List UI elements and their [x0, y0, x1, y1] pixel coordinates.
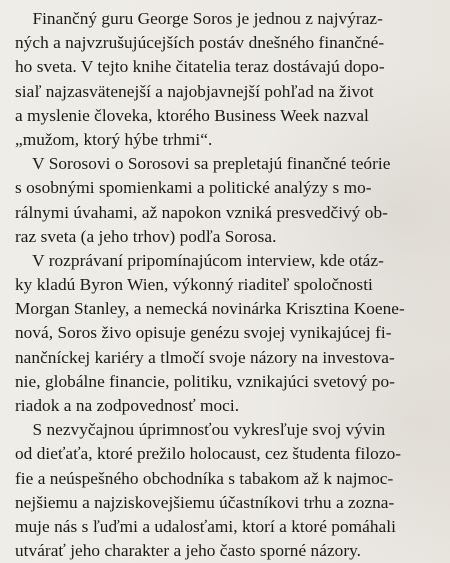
body-text — [15, 7, 440, 563]
paragraph-4-line-2: od dieťaťa, ktoré prežilo holocaust, cez študenta filozo- — [15, 444, 402, 464]
paragraph-3-line-2: ky kladú Byron Wien, výkonný riaditeľ spoločnosti — [15, 275, 373, 295]
paragraph-2-line-3: rálnymi úvahami, až napokon vzniká presvedčivý ob- — [15, 202, 388, 222]
paragraph-4-line-6: utvárať jeho charakter a jeho často sporné názory. — [15, 541, 362, 561]
paragraph-1-line-5: a myslenie človeka, ktorého Business Week nazval — [15, 105, 369, 125]
paragraph-3-line-1: V rozprávaní pripomínajúcom interview, kde otáz- — [15, 250, 384, 270]
paragraph-2-line-4: raz sveta (a jeho trhov) podľa Sorosa. — [15, 226, 277, 246]
paragraph-2-line-2: s osobnými spomienkami a politické analýzy s mo- — [15, 178, 372, 198]
paragraph-1-line-1: Finančný guru George Soros je jednou z najvýraz- — [15, 9, 383, 28]
paragraph-3-line-4: nová, Soros živo opisuje genézu svojej vynikajúcej fi- — [15, 323, 392, 343]
paragraph-4-line-4: nejšiemu a najziskovejšiemu účastníkovi trhu a zozna- — [15, 492, 395, 512]
paragraph-1-line-3: ho sveta. V tejto knihe čitatelia teraz dostávajú dopo- — [15, 57, 385, 77]
paragraph-1-line-6: „mužom, ktorý hýbe trhmi“. — [15, 129, 213, 149]
paragraph-3-line-7: riadok a na zodpovednosť moci. — [15, 396, 240, 415]
paragraph-1-line-4: siaľ najzasvätenejší a najobjavnejší pohľad na život — [15, 81, 374, 101]
paragraph-3-line-6: nie, globálne financie, politiku, vznikajúci svetový po- — [15, 371, 395, 391]
paragraph-3-line-5: nančníckej kariéry a tlmočí svoje názory na investova- — [15, 347, 395, 367]
paragraph-4-line-1: S nezvyčajnou úprimnosťou vykresľuje svoj vývin — [15, 420, 386, 440]
paragraph-4-line-3: fie a neúspešného obchodníka s tabakom až k najmoc- — [15, 468, 394, 488]
paragraph-3-line-3: Morgan Stanley, a nemecká novinárka Krisztina Koene- — [15, 299, 405, 319]
paragraph-1-line-2: ných a najvzrušujúcejších postáv dnešného finančné- — [15, 33, 385, 53]
paragraph-2-line-1: V Sorosovi o Sorosovi sa prepletajú finančné teórie — [15, 154, 391, 174]
paragraph-4-line-5: muje nás s ľuďmi a udalosťami, ktorí a ktoré pomáhali — [15, 516, 396, 536]
